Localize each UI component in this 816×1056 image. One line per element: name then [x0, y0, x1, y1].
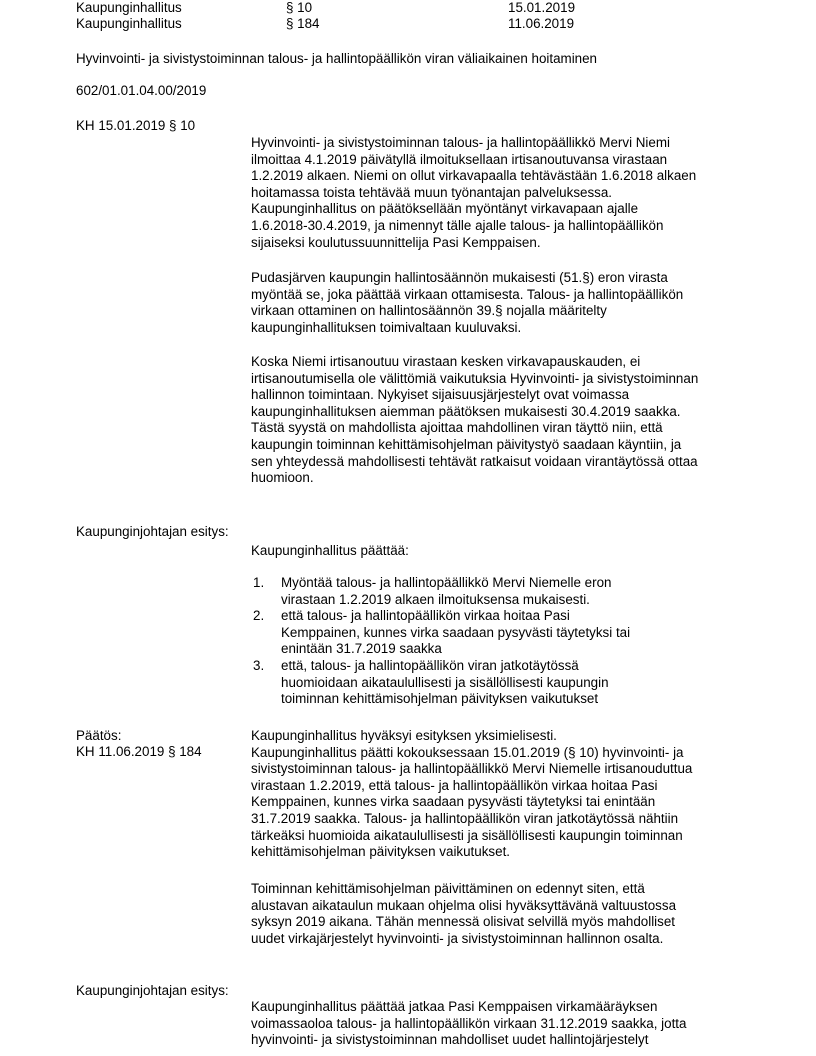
text-line: sivistystoiminnan talous- ja hallintopäällikkö Mervi Niemelle irtisanouduttua	[251, 761, 693, 777]
text-line: huomioon.	[251, 470, 314, 486]
proposal-2-label: Kaupunginjohtajan esitys:	[76, 983, 229, 998]
text-line: Tästä syystä on mahdollista ajoittaa mahdollinen viran täyttö niin, että	[251, 420, 663, 436]
text-line: hyvinvointi- ja sivistystoiminnan mahdolliset uudet hallintojärjestelyt	[251, 1032, 649, 1048]
header-body-2: Kaupunginhallitus	[76, 16, 182, 31]
text-line: kaupunginhallituksen aiemman päätöksen mukaisesti 30.4.2019 saakka.	[251, 403, 681, 419]
kh2-meeting-label: KH 11.06.2019 § 184	[76, 744, 202, 759]
paragraph-3	[251, 354, 791, 487]
list-item-number: 2.	[253, 608, 265, 624]
paragraph-5	[251, 999, 791, 1049]
text-line: Kaupunginhallitus päättää jatkaa Pasi Kemppaisen virkamääräyksen	[251, 999, 658, 1014]
text-line: Pudasjärven kaupungin hallintosäännön mukaisesti (51.§) eron virasta	[251, 270, 668, 285]
text-line: 1.2.2019 alkaen. Niemi on ollut virkavapaalla tehtävästään 1.6.2018 alkaen	[251, 168, 697, 184]
header-section-2: § 184	[286, 16, 320, 31]
text-line: Kemppainen, kunnes virka saadaan pysyvästi täytetyksi tai enintään	[251, 794, 656, 810]
text-line: Hyvinvointi- ja sivistystoiminnan talous- ja hallintopäällikkö Mervi Niemi	[251, 135, 670, 150]
text-line: ilmoittaa 4.1.2019 päivätyllä ilmoituksellaan irtisanoutuvansa virastaan	[251, 151, 668, 167]
text-line: irtisanoutumisella ole välittömiä vaikutuksia Hyvinvointi- ja sivistystoiminnan	[251, 370, 699, 386]
record-number: 602/01.01.04.00/2019	[76, 83, 207, 98]
text-line: virastaan 1.2.2019, että talous- ja hallintopäällikön virkaa hoitaa Pasi	[251, 777, 658, 793]
text-line: syksyn 2019 aikana. Tähän mennessä olisivat selvillä myös mahdolliset	[251, 914, 676, 930]
text-line: Kaupunginhallitus hyväksyi esityksen yksimielisesti.	[251, 728, 557, 743]
proposal-1-label: Kaupunginjohtajan esitys:	[76, 524, 229, 539]
paragraph-2	[251, 270, 791, 336]
kh1-meeting-label: KH 15.01.2019 § 10	[76, 118, 196, 133]
document-title: Hyvinvointi- ja sivistystoiminnan talous- ja hallintopäällikön viran väliaikainen hoitaminen	[76, 51, 598, 66]
text-line: että talous- ja hallintopäällikön virkaa hoitaa Pasi	[281, 608, 570, 624]
text-line: kaupungin toiminnan kehittämisohjelman päivitystyö saadaan käyntiin, ja	[251, 436, 682, 452]
text-line: myöntää se, joka päättää virkaan ottamisesta. Talous- ja hallintopäällikön	[251, 286, 684, 302]
text-line: enintään 31.7.2019 saakka	[281, 641, 442, 657]
text-line: voimassaoloa talous- ja hallintopäällikön virkaan 31.12.2019 saakka, jotta	[251, 1015, 687, 1031]
text-line: virkaan ottaminen on hallintosäännön 39.§ nojalla määritelty	[251, 303, 607, 319]
text-line: Kaupunginhallitus on päätöksellään myöntänyt virkavapaan ajalle	[251, 201, 639, 217]
header-date-2: 11.06.2019	[508, 16, 575, 31]
text-line: hallinnon toimintaan. Nykyiset sijaisuusjärjestelyt ovat voimassa	[251, 387, 630, 403]
text-line: Kemppainen, kunnes virka saadaan pysyvästi täytetyksi tai	[281, 624, 631, 640]
text-line: alustavan aikataulun mukaan ohjelma olisi hyväksyttävänä valtuustossa	[251, 897, 677, 913]
paragraph-4	[251, 881, 791, 947]
text-line: että, talous- ja hallintopäällikön viran jatkotäytössä	[281, 657, 579, 673]
text-line: sijaiseksi koulutussuunnittelija Pasi Kemppaisen.	[251, 234, 541, 250]
paragraph-1	[251, 135, 791, 251]
text-line: uudet virkajärjestelyt hyvinvointi- ja sivistystoiminnan hallinnon osalta.	[251, 930, 664, 946]
header-date-1: 15.01.2019	[508, 0, 576, 15]
proposal-1-list	[251, 575, 791, 708]
decision-label: Päätös:	[76, 728, 122, 743]
text-line: toiminnan kehittämisohjelman päivityksen vaikutukset	[281, 691, 599, 707]
proposal-1-intro: Kaupunginhallitus päättää:	[251, 543, 409, 558]
list-item-number: 3.	[253, 657, 265, 673]
text-line: Koska Niemi irtisanoutuu virastaan kesken virkavapauskauden, ei	[251, 354, 641, 369]
text-line: kaupunginhallituksen toimivaltaan kuuluvaksi.	[251, 319, 522, 335]
text-line: virastaan 1.2.2019 alkaen ilmoituksensa mukaisesti.	[281, 591, 590, 607]
text-line: Kaupunginhallitus päätti kokouksessaan 15.01.2019 (§ 10) hyvinvointi- ja	[251, 744, 684, 760]
text-line: Toiminnan kehittämisohjelman päivittäminen on edennyt siten, että	[251, 881, 645, 896]
text-line: huomioidaan aikataulullisesti ja sisällöllisesti kaupungin	[281, 674, 609, 690]
header-section-1: § 10	[286, 0, 313, 15]
text-line: 1.6.2018-30.4.2019, ja nimennyt tälle ajalle talous- ja hallintopäällikön	[251, 217, 664, 233]
text-line: hoitamassa toista tehtävää muun työnantajan palveluksessa.	[251, 184, 613, 200]
list-item	[251, 658, 791, 708]
text-line: 31.7.2019 saakka. Talous- ja hallintopäällikön viran jatkotäytössä nähtiin	[251, 810, 679, 826]
list-item-number: 1.	[253, 575, 265, 590]
text-line: tärkeäksi huomioida aikataulullisesti ja sisällöllisesti kaupungin toiminnan	[251, 827, 683, 843]
list-item	[251, 608, 791, 658]
decision-text	[251, 728, 791, 861]
text-line: sen yhteydessä mahdollisesti tehtävät ratkaisut voidaan virantäytössä ottaa	[251, 453, 698, 469]
text-line: kehittämisohjelman päivityksen vaikutukset.	[251, 844, 511, 860]
text-line: Myöntää talous- ja hallintopäällikkö Mervi Niemelle eron	[281, 575, 612, 590]
list-item	[251, 575, 791, 608]
header-body-1: Kaupunginhallitus	[76, 0, 182, 15]
